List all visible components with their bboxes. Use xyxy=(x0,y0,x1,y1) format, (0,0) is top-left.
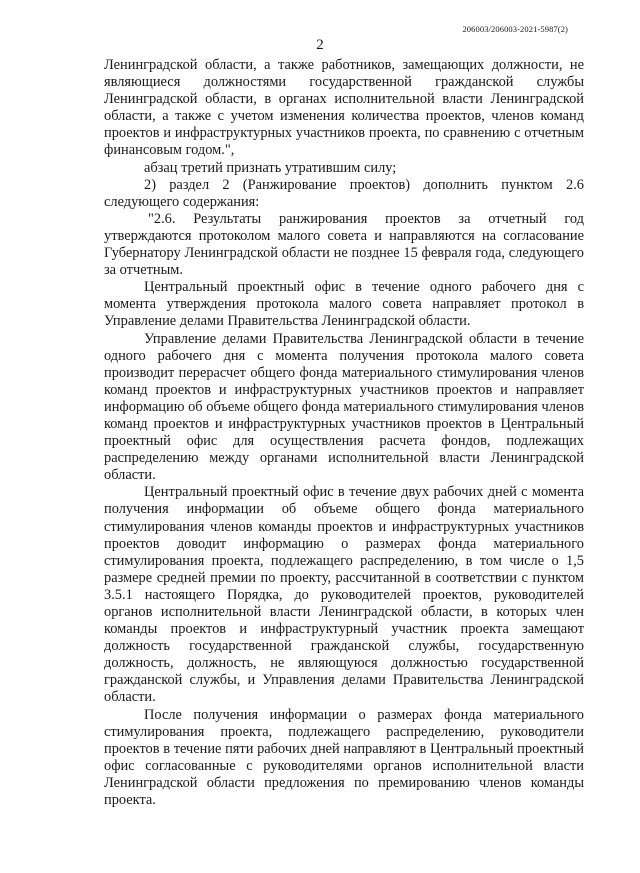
paragraph-central-office: Центральный проектный офис в течение одного рабочего дня с момента утверждения протокола малого совета направляет протокол в Управление делами Правительства Ленинградской области. xyxy=(104,279,584,330)
paragraph-central-office-two-days: Центральный проектный офис в течение двух рабочих дней с момента получения информации об объеме общего фонда материального стимулирования членов команды проектов и инфраструктурных участников проектов доводит информацию о размерах фонда материального стимулирования проекта, подлежащего распределению, в том числе о 1,5 размере средней премии по проекту, рассчитанной в соответствии с пунктом 3.5.1 настоящего Порядка, до руководителей проектов, руководителей органов исполнительной власти Ленинградской области, в которых член команды проектов и инфраструктурный участник проекта замещают должность государственной гражданской службы, государственную должность, должность, не являющуюся должностью государственной гражданской службы, и Управления делами Правительства Ленинградской области. xyxy=(104,484,584,706)
document-body xyxy=(104,57,584,809)
paragraph-continuation: Ленинградской области, а также работников, замещающих должности, не являющиеся должностями государственной гражданской службы Ленинградской области, в органах исполнительной власти Ленинградской области, а также с учетом изменения количества проектов, членов команд проектов и инфраструктурных участников проекта, по сравнению с отчетным финансовым годом.", xyxy=(104,57,584,159)
document-registration-number: 206003/206003-2021-5987(2) xyxy=(462,24,568,34)
paragraph-punkt-2-6: "2.6. Результаты ранжирования проектов за отчетный год утверждаются протоколом малого совета и направляются на согласование Губернатору Ленинградской области не позднее 15 февраля года, следующего за отчетным. xyxy=(104,210,584,279)
paragraph-after-receiving: После получения информации о размерах фонда материального стимулирования проекта, подлежащего распределению, руководители проектов в течение пяти рабочих дней направляют в Центральный проектный офис согласованные с руководителями органов исполнительной власти Ленинградской области предложения по премированию членов команды проекта. xyxy=(104,706,584,809)
paragraph-razdel-2: 2) раздел 2 (Ранжирование проектов) дополнить пунктом 2.6 следующего содержания: xyxy=(104,176,584,210)
page-number: 2 xyxy=(316,37,324,53)
paragraph-upravlenie-delami: Управление делами Правительства Ленинградской области в течение одного рабочего дня с момента получения протокола малого совета производит перерасчет общего фонда материального стимулирования членов команд проектов и инфраструктурных участников проектов и направляет информацию об объеме общего фонда материального стимулирования членов команд проектов и инфраструктурных участников проектов в Центральный проектный офис для осуществления расчета фондов, подлежащих распределению между органами исполнительной власти Ленинградской области. xyxy=(104,330,584,484)
paragraph-abzac-tretiy: абзац третий признать утратившим силу; xyxy=(144,159,397,176)
